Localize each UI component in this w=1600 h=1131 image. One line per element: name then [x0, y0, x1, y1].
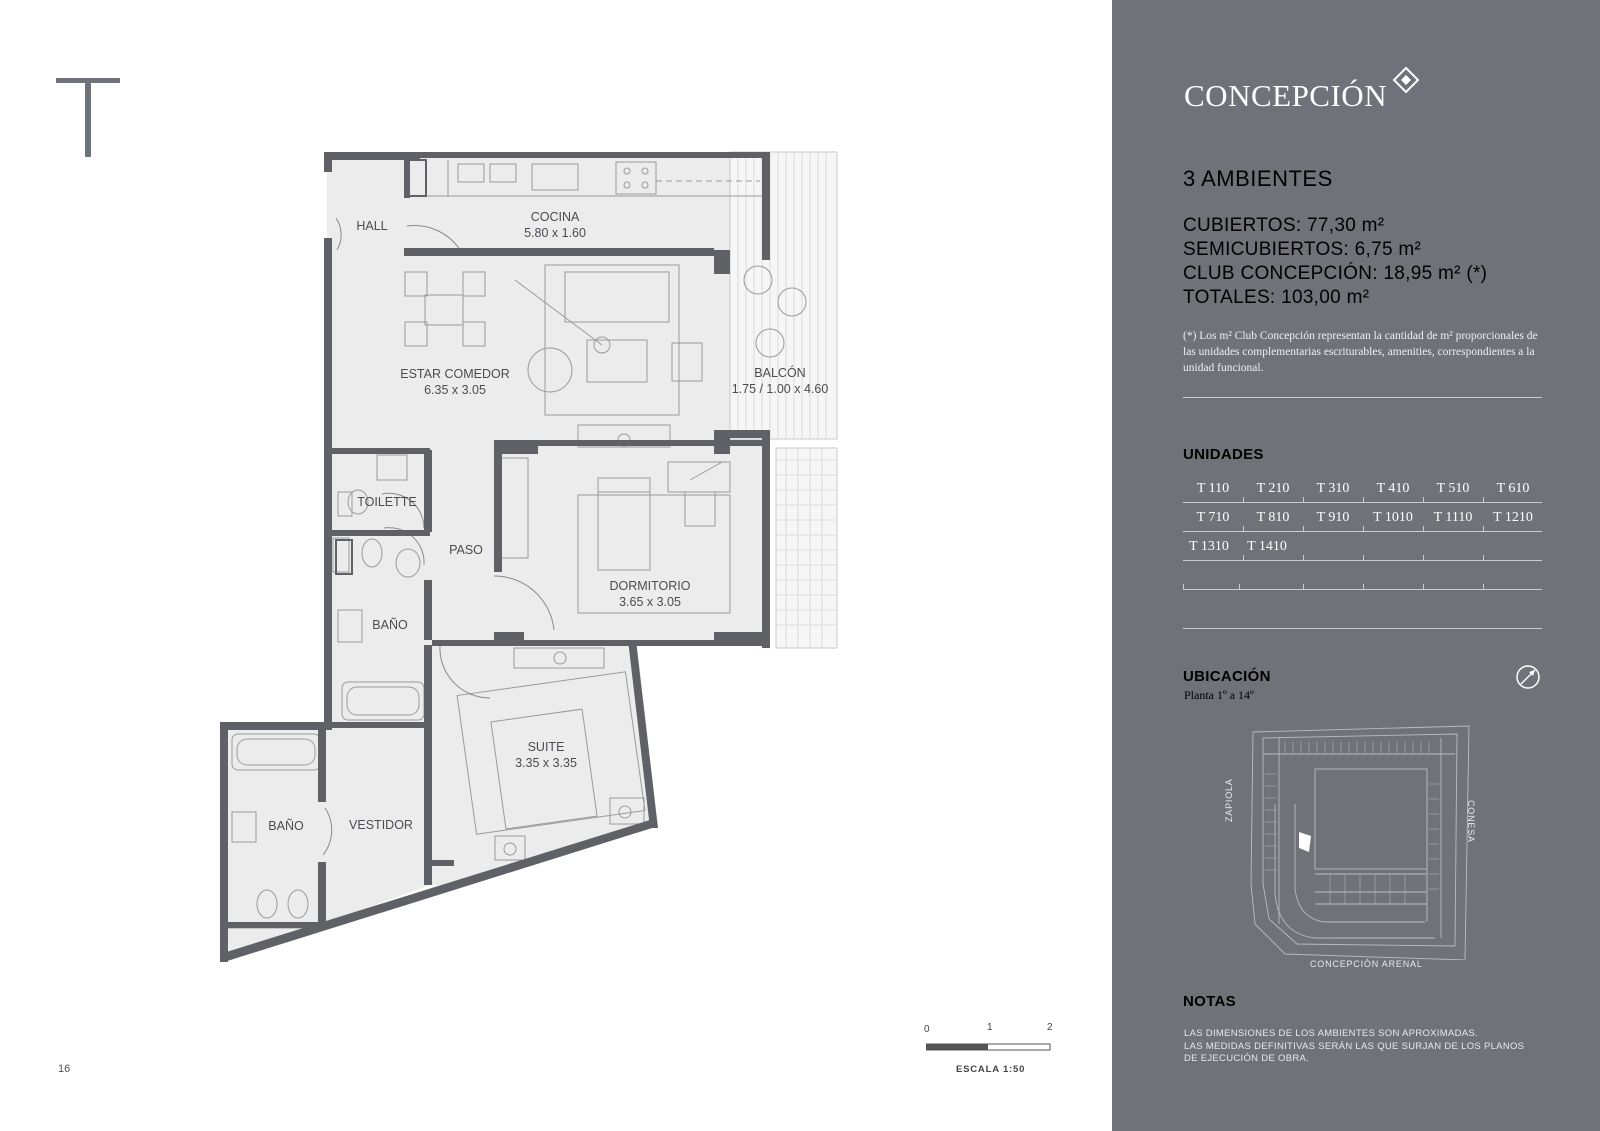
divider — [1183, 628, 1542, 629]
site-location-plan — [1245, 724, 1475, 960]
unit-cell: T 410 — [1376, 481, 1410, 496]
area-semicubiertos: SEMICUBIERTOS: 6,75 m² — [1183, 239, 1422, 260]
room-label-estar-comedor: ESTAR COMEDOR — [400, 367, 510, 381]
scale-label: ESCALA 1:50 — [956, 1064, 1026, 1075]
street-label-left: ZAPIOLA — [1224, 778, 1234, 822]
scale-tick-2: 2 — [1047, 1022, 1053, 1033]
notes-line: LAS DIMENSIONES DE LOS AMBIENTES SON APROXIMADAS. — [1184, 1028, 1478, 1039]
unit-cell: T 1010 — [1373, 510, 1413, 525]
unit-cell: T 810 — [1256, 510, 1290, 525]
room-dims-dormitorio: 3.65 x 3.05 — [619, 595, 681, 609]
unit-cell: T 210 — [1256, 481, 1290, 496]
room-label-bano-2: BAÑO — [268, 819, 304, 833]
room-label-hall: HALL — [356, 219, 388, 233]
units-row-2 — [1183, 503, 1542, 532]
room-dims-estar-comedor: 6.35 x 3.05 — [424, 383, 486, 397]
notes-text — [1184, 1028, 1544, 1066]
unit-cell: T 1410 — [1247, 539, 1287, 554]
room-label-paso: PASO — [449, 543, 483, 557]
room-label-vestidor: VESTIDOR — [349, 818, 413, 832]
location-subtitle: Planta 1º a 14º — [1184, 688, 1254, 702]
north-compass-icon — [1515, 664, 1541, 690]
area-club-concepcion: CLUB CONCEPCIÓN: 18,95 m² (*) — [1183, 263, 1488, 284]
units-row-3 — [1183, 532, 1542, 561]
room-label-dormitorio: DORMITORIO — [609, 579, 691, 593]
room-dims-cocina: 5.80 x 1.60 — [524, 226, 586, 240]
room-label-toilette: TOILETTE — [357, 495, 417, 509]
room-dims-suite: 3.35 x 3.35 — [515, 756, 577, 770]
units-row-1 — [1183, 474, 1542, 503]
unit-cell: T 1110 — [1433, 510, 1473, 525]
areas-list — [1183, 214, 1487, 310]
room-label-bano-1: BAÑO — [372, 618, 408, 632]
unit-type-heading: 3 AMBIENTES — [1183, 166, 1333, 191]
scale-bar — [926, 1040, 1052, 1054]
unit-cell: T 310 — [1316, 481, 1350, 496]
scale-tick-1: 1 — [987, 1022, 993, 1033]
unit-cell: T 510 — [1436, 481, 1470, 496]
room-label-cocina: COCINA — [530, 210, 580, 224]
room-dims-balcon: 1.75 / 1.00 x 4.60 — [731, 382, 829, 396]
brand-name: CONCEPCIÓN — [1184, 78, 1388, 113]
unit-cell: T 710 — [1196, 510, 1230, 525]
room-label-suite: SUITE — [527, 740, 565, 754]
notes-title: NOTAS — [1183, 993, 1236, 1010]
brand-diamond-icon — [1392, 66, 1420, 94]
notes-line: LAS MEDIDAS DEFINITIVAS SERÁN LAS QUE SURJAN DE LOS PLANOS — [1184, 1040, 1525, 1052]
unit-cell: T 110 — [1196, 481, 1230, 496]
street-label-right: CONESA — [1466, 800, 1476, 843]
street-label-bottom: CONCEPCIÓN ARENAL — [1310, 959, 1423, 969]
area-totales: TOTALES: 103,00 m² — [1183, 287, 1370, 308]
page-number: 16 — [58, 1063, 71, 1075]
area-cubiertos: CUBIERTOS: 77,30 m² — [1183, 215, 1385, 236]
notes-line: DE EJECUCIÓN DE OBRA. — [1184, 1053, 1310, 1064]
unit-cell: T 610 — [1496, 481, 1530, 496]
scale-tick-0: 0 — [924, 1024, 930, 1035]
areas-footnote: (*) Los m² Club Concepción representan la cantidad de m² proporcionales de las unidades complementarias escriturables, amenities, correspondientes a la unidad funcional. — [1183, 330, 1538, 374]
room-label-balcon: BALCÓN — [754, 366, 806, 380]
unit-cell: T 1310 — [1189, 539, 1229, 554]
units-row-4 — [1183, 561, 1542, 590]
location-title: UBICACIÓN — [1183, 668, 1271, 685]
units-title: UNIDADES — [1183, 446, 1264, 463]
unit-cell: T 1210 — [1493, 510, 1533, 525]
unit-cell: T 910 — [1316, 510, 1350, 525]
divider — [1183, 397, 1542, 398]
